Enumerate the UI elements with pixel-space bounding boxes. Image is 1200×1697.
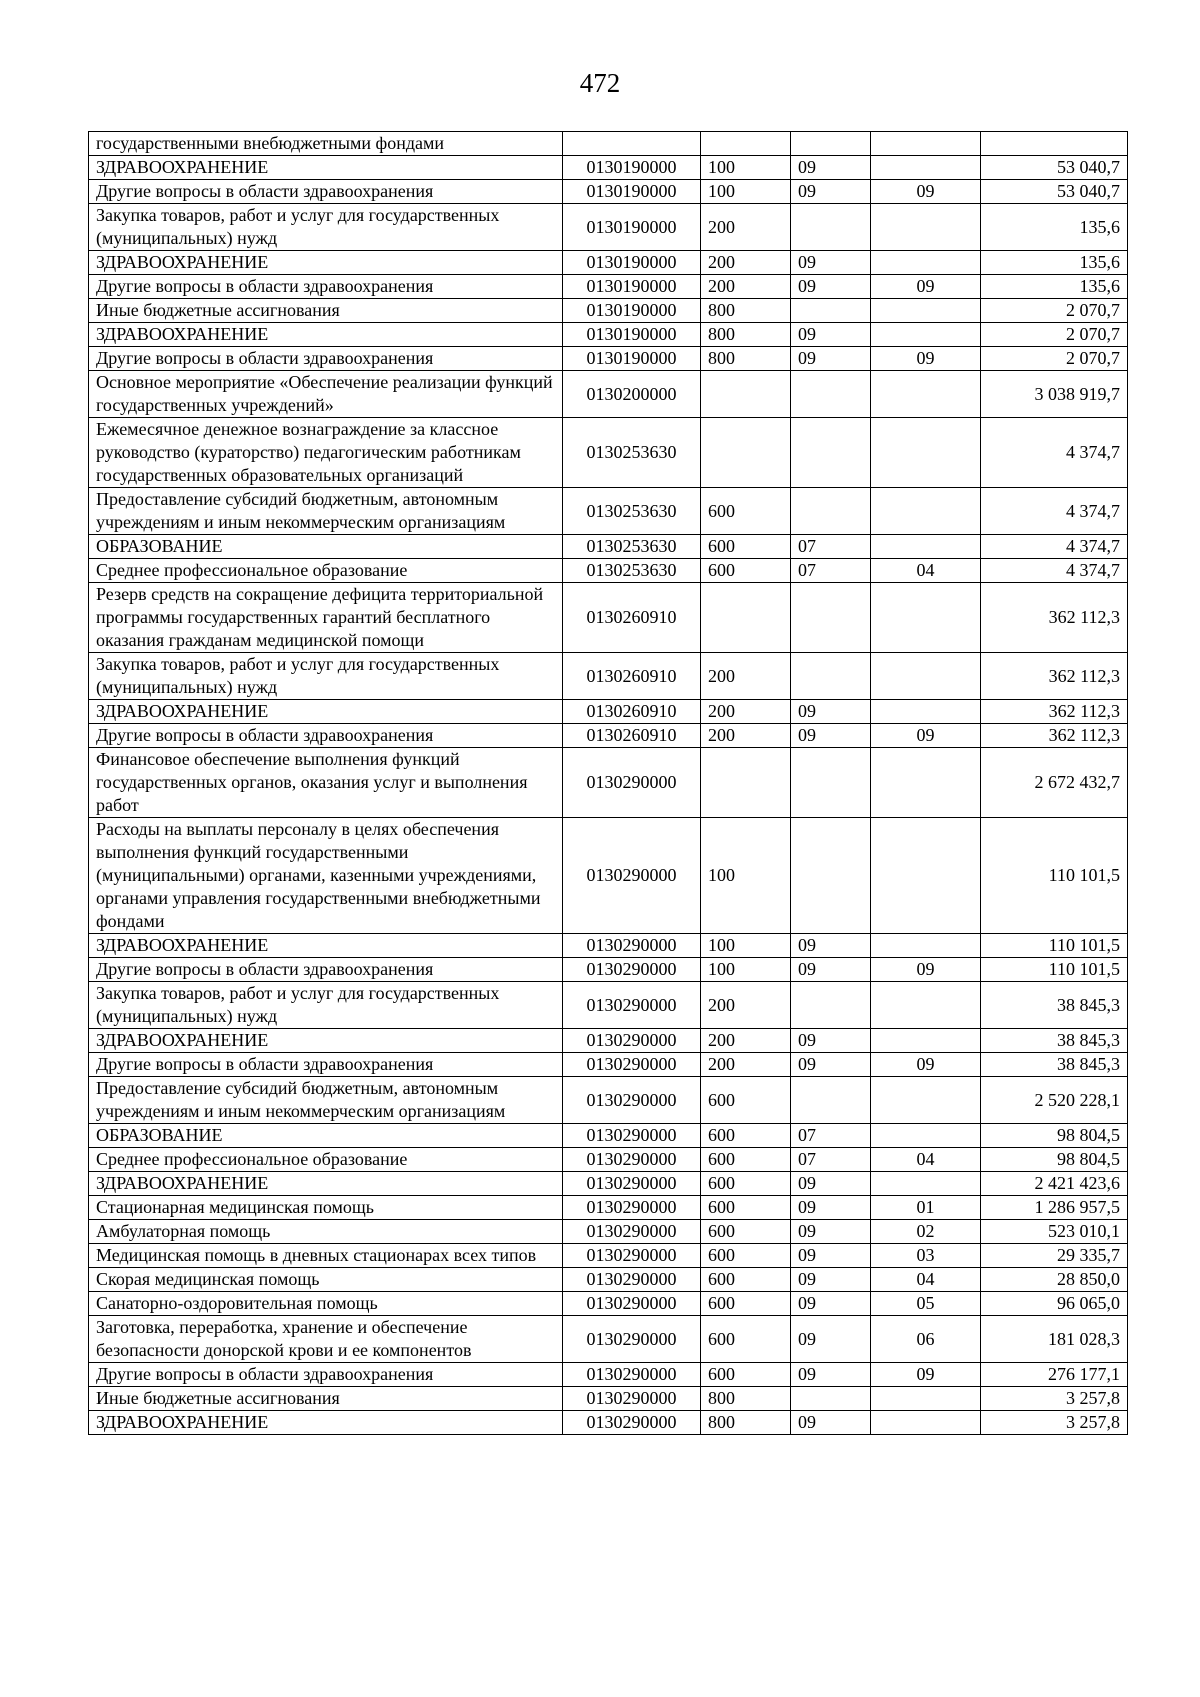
table-row	[89, 1196, 1128, 1220]
table-row	[89, 488, 1128, 535]
amount: 3 038 919,7	[981, 371, 1128, 418]
table-row	[89, 1292, 1128, 1316]
row-name: Ежемесячное денежное вознаграждение за классное руководство (кураторство) педагогическим работникам государственных образовательных организаций	[89, 418, 563, 488]
row-name: ОБРАЗОВАНИЕ	[89, 1124, 563, 1148]
subsection-code	[871, 488, 981, 535]
expense-type-code: 200	[701, 275, 791, 299]
expense-type-code: 200	[701, 653, 791, 700]
table-row	[89, 700, 1128, 724]
target-article-code: 0130290000	[563, 1244, 701, 1268]
subsection-code	[871, 299, 981, 323]
section-code: 07	[791, 1124, 871, 1148]
amount: 2 672 432,7	[981, 748, 1128, 818]
target-article-code: 0130190000	[563, 156, 701, 180]
amount: 2 520 228,1	[981, 1077, 1128, 1124]
subsection-code	[871, 535, 981, 559]
expense-type-code: 100	[701, 180, 791, 204]
amount: 362 112,3	[981, 583, 1128, 653]
subsection-code: 09	[871, 1363, 981, 1387]
table-row	[89, 818, 1128, 934]
expense-type-code	[701, 748, 791, 818]
subsection-code	[871, 700, 981, 724]
target-article-code: 0130290000	[563, 1268, 701, 1292]
subsection-code	[871, 371, 981, 418]
amount: 110 101,5	[981, 818, 1128, 934]
table-row	[89, 204, 1128, 251]
table-row	[89, 559, 1128, 583]
amount: 4 374,7	[981, 418, 1128, 488]
target-article-code: 0130290000	[563, 982, 701, 1029]
amount: 4 374,7	[981, 488, 1128, 535]
expense-type-code: 800	[701, 299, 791, 323]
section-code	[791, 132, 871, 156]
section-code: 09	[791, 1363, 871, 1387]
subsection-code	[871, 1077, 981, 1124]
target-article-code: 0130260910	[563, 724, 701, 748]
expense-type-code: 200	[701, 1053, 791, 1077]
section-code: 09	[791, 347, 871, 371]
amount: 3 257,8	[981, 1387, 1128, 1411]
table-row	[89, 299, 1128, 323]
subsection-code: 02	[871, 1220, 981, 1244]
subsection-code	[871, 204, 981, 251]
target-article-code: 0130253630	[563, 559, 701, 583]
expense-type-code: 600	[701, 488, 791, 535]
row-name: Закупка товаров, работ и услуг для государственных (муниципальных) нужд	[89, 653, 563, 700]
section-code: 09	[791, 934, 871, 958]
amount: 96 065,0	[981, 1292, 1128, 1316]
target-article-code: 0130190000	[563, 180, 701, 204]
amount: 2 421 423,6	[981, 1172, 1128, 1196]
section-code: 09	[791, 1220, 871, 1244]
table-row	[89, 156, 1128, 180]
expense-type-code: 200	[701, 724, 791, 748]
section-code: 09	[791, 1411, 871, 1435]
row-name: ЗДРАВООХРАНЕНИЕ	[89, 1172, 563, 1196]
row-name: Иные бюджетные ассигнования	[89, 299, 563, 323]
target-article-code: 0130290000	[563, 1124, 701, 1148]
table-row	[89, 535, 1128, 559]
target-article-code: 0130253630	[563, 535, 701, 559]
target-article-code: 0130200000	[563, 371, 701, 418]
row-name: Другие вопросы в области здравоохранения	[89, 347, 563, 371]
expense-type-code: 100	[701, 958, 791, 982]
target-article-code: 0130190000	[563, 299, 701, 323]
expense-type-code: 100	[701, 934, 791, 958]
subsection-code	[871, 1124, 981, 1148]
subsection-code	[871, 934, 981, 958]
subsection-code	[871, 323, 981, 347]
target-article-code: 0130290000	[563, 1316, 701, 1363]
amount: 135,6	[981, 275, 1128, 299]
amount: 181 028,3	[981, 1316, 1128, 1363]
section-code	[791, 1077, 871, 1124]
row-name: ЗДРАВООХРАНЕНИЕ	[89, 156, 563, 180]
amount: 276 177,1	[981, 1363, 1128, 1387]
section-code	[791, 653, 871, 700]
section-code: 09	[791, 1196, 871, 1220]
row-name: Резерв средств на сокращение дефицита территориальной программы государственных гарантий бесплатного оказания гражданам медицинской помощи	[89, 583, 563, 653]
expense-type-code: 200	[701, 982, 791, 1029]
amount: 362 112,3	[981, 724, 1128, 748]
expense-type-code: 800	[701, 347, 791, 371]
table-row	[89, 1387, 1128, 1411]
subsection-code: 01	[871, 1196, 981, 1220]
amount: 2 070,7	[981, 347, 1128, 371]
section-code: 09	[791, 1053, 871, 1077]
expense-type-code: 600	[701, 535, 791, 559]
expense-type-code: 200	[701, 1029, 791, 1053]
subsection-code	[871, 251, 981, 275]
section-code: 09	[791, 1268, 871, 1292]
amount: 135,6	[981, 204, 1128, 251]
amount: 38 845,3	[981, 1029, 1128, 1053]
row-name: Другие вопросы в области здравоохранения	[89, 958, 563, 982]
table-row	[89, 180, 1128, 204]
row-name: ЗДРАВООХРАНЕНИЕ	[89, 323, 563, 347]
subsection-code	[871, 156, 981, 180]
section-code: 09	[791, 1029, 871, 1053]
expense-type-code: 600	[701, 1172, 791, 1196]
row-name: Основное мероприятие «Обеспечение реализации функций государственных учреждений»	[89, 371, 563, 418]
section-code	[791, 748, 871, 818]
subsection-code	[871, 748, 981, 818]
amount: 362 112,3	[981, 700, 1128, 724]
table-row	[89, 1268, 1128, 1292]
table-row	[89, 1029, 1128, 1053]
row-name: ЗДРАВООХРАНЕНИЕ	[89, 1029, 563, 1053]
table-row	[89, 347, 1128, 371]
target-article-code: 0130290000	[563, 1077, 701, 1124]
row-name: Предоставление субсидий бюджетным, автономным учреждениям и иным некоммерческим организациям	[89, 488, 563, 535]
section-code	[791, 488, 871, 535]
expense-type-code	[701, 583, 791, 653]
row-name: Другие вопросы в области здравоохранения	[89, 1363, 563, 1387]
subsection-code: 04	[871, 1148, 981, 1172]
subsection-code: 04	[871, 1268, 981, 1292]
expense-type-code: 800	[701, 323, 791, 347]
amount: 362 112,3	[981, 653, 1128, 700]
expense-type-code: 600	[701, 1268, 791, 1292]
expense-type-code: 800	[701, 1411, 791, 1435]
row-name: ЗДРАВООХРАНЕНИЕ	[89, 251, 563, 275]
expense-type-code	[701, 132, 791, 156]
row-name: Стационарная медицинская помощь	[89, 1196, 563, 1220]
table-row	[89, 323, 1128, 347]
section-code: 09	[791, 323, 871, 347]
table-row	[89, 748, 1128, 818]
row-name: Иные бюджетные ассигнования	[89, 1387, 563, 1411]
budget-table-body	[89, 132, 1128, 1435]
target-article-code: 0130290000	[563, 1148, 701, 1172]
amount: 53 040,7	[981, 156, 1128, 180]
section-code	[791, 204, 871, 251]
subsection-code	[871, 653, 981, 700]
section-code: 09	[791, 156, 871, 180]
table-row	[89, 1363, 1128, 1387]
budget-table	[88, 131, 1128, 1435]
target-article-code	[563, 132, 701, 156]
table-row	[89, 982, 1128, 1029]
row-name: Другие вопросы в области здравоохранения	[89, 724, 563, 748]
target-article-code: 0130290000	[563, 1196, 701, 1220]
amount: 110 101,5	[981, 934, 1128, 958]
subsection-code: 09	[871, 347, 981, 371]
section-code	[791, 1387, 871, 1411]
target-article-code: 0130290000	[563, 1363, 701, 1387]
section-code: 07	[791, 1148, 871, 1172]
target-article-code: 0130253630	[563, 488, 701, 535]
amount: 38 845,3	[981, 1053, 1128, 1077]
subsection-code: 09	[871, 958, 981, 982]
subsection-code: 03	[871, 1244, 981, 1268]
expense-type-code: 600	[701, 1244, 791, 1268]
table-row	[89, 132, 1128, 156]
expense-type-code: 600	[701, 559, 791, 583]
expense-type-code: 600	[701, 1220, 791, 1244]
target-article-code: 0130290000	[563, 748, 701, 818]
section-code	[791, 583, 871, 653]
target-article-code: 0130290000	[563, 958, 701, 982]
expense-type-code: 200	[701, 204, 791, 251]
amount: 523 010,1	[981, 1220, 1128, 1244]
section-code	[791, 982, 871, 1029]
row-name: ЗДРАВООХРАНЕНИЕ	[89, 1411, 563, 1435]
section-code: 07	[791, 559, 871, 583]
amount: 28 850,0	[981, 1268, 1128, 1292]
target-article-code: 0130190000	[563, 275, 701, 299]
section-code: 09	[791, 1292, 871, 1316]
row-name: Заготовка, переработка, хранение и обеспечение безопасности донорской крови и ее компонентов	[89, 1316, 563, 1363]
amount: 2 070,7	[981, 299, 1128, 323]
subsection-code: 09	[871, 724, 981, 748]
target-article-code: 0130260910	[563, 700, 701, 724]
target-article-code: 0130290000	[563, 1172, 701, 1196]
row-name: Санаторно-оздоровительная помощь	[89, 1292, 563, 1316]
target-article-code: 0130260910	[563, 583, 701, 653]
expense-type-code: 600	[701, 1148, 791, 1172]
page-number: 472	[579, 68, 621, 98]
table-row	[89, 1148, 1128, 1172]
amount: 3 257,8	[981, 1411, 1128, 1435]
section-code: 07	[791, 535, 871, 559]
section-code: 09	[791, 275, 871, 299]
row-name: Закупка товаров, работ и услуг для государственных (муниципальных) нужд	[89, 204, 563, 251]
section-code: 09	[791, 1172, 871, 1196]
table-row	[89, 371, 1128, 418]
row-name: Другие вопросы в области здравоохранения	[89, 180, 563, 204]
expense-type-code: 800	[701, 1387, 791, 1411]
target-article-code: 0130190000	[563, 204, 701, 251]
section-code: 09	[791, 700, 871, 724]
subsection-code: 04	[871, 559, 981, 583]
subsection-code	[871, 1387, 981, 1411]
section-code	[791, 818, 871, 934]
amount: 98 804,5	[981, 1124, 1128, 1148]
row-name: ОБРАЗОВАНИЕ	[89, 535, 563, 559]
section-code: 09	[791, 958, 871, 982]
row-name: ЗДРАВООХРАНЕНИЕ	[89, 700, 563, 724]
expense-type-code	[701, 371, 791, 418]
table-row	[89, 1244, 1128, 1268]
target-article-code: 0130253630	[563, 418, 701, 488]
table-row	[89, 251, 1128, 275]
target-article-code: 0130290000	[563, 818, 701, 934]
subsection-code	[871, 1029, 981, 1053]
subsection-code: 09	[871, 1053, 981, 1077]
subsection-code	[871, 818, 981, 934]
amount: 4 374,7	[981, 559, 1128, 583]
target-article-code: 0130290000	[563, 1029, 701, 1053]
subsection-code	[871, 982, 981, 1029]
row-name: Другие вопросы в области здравоохранения	[89, 275, 563, 299]
row-name: Закупка товаров, работ и услуг для государственных (муниципальных) нужд	[89, 982, 563, 1029]
table-row	[89, 1124, 1128, 1148]
amount: 1 286 957,5	[981, 1196, 1128, 1220]
row-name: Предоставление субсидий бюджетным, автономным учреждениям и иным некоммерческим организациям	[89, 1077, 563, 1124]
target-article-code: 0130260910	[563, 653, 701, 700]
row-name: Медицинская помощь в дневных стационарах всех типов	[89, 1244, 563, 1268]
subsection-code	[871, 418, 981, 488]
table-row	[89, 1316, 1128, 1363]
row-name: Скорая медицинская помощь	[89, 1268, 563, 1292]
table-row	[89, 1077, 1128, 1124]
row-name: государственными внебюджетными фондами	[89, 132, 563, 156]
target-article-code: 0130190000	[563, 251, 701, 275]
row-name: Финансовое обеспечение выполнения функций государственных органов, оказания услуг и выполнения работ	[89, 748, 563, 818]
table-row	[89, 653, 1128, 700]
subsection-code: 05	[871, 1292, 981, 1316]
amount: 38 845,3	[981, 982, 1128, 1029]
target-article-code: 0130290000	[563, 1220, 701, 1244]
amount: 98 804,5	[981, 1148, 1128, 1172]
expense-type-code: 600	[701, 1077, 791, 1124]
section-code	[791, 371, 871, 418]
section-code: 09	[791, 1244, 871, 1268]
subsection-code: 09	[871, 275, 981, 299]
row-name: Среднее профессиональное образование	[89, 559, 563, 583]
target-article-code: 0130290000	[563, 1053, 701, 1077]
expense-type-code: 600	[701, 1316, 791, 1363]
section-code: 09	[791, 180, 871, 204]
table-row	[89, 724, 1128, 748]
amount: 110 101,5	[981, 958, 1128, 982]
expense-type-code: 600	[701, 1363, 791, 1387]
subsection-code	[871, 583, 981, 653]
table-row	[89, 934, 1128, 958]
section-code	[791, 418, 871, 488]
subsection-code	[871, 132, 981, 156]
target-article-code: 0130290000	[563, 1411, 701, 1435]
expense-type-code: 600	[701, 1124, 791, 1148]
amount: 53 040,7	[981, 180, 1128, 204]
amount	[981, 132, 1128, 156]
amount: 29 335,7	[981, 1244, 1128, 1268]
amount: 135,6	[981, 251, 1128, 275]
target-article-code: 0130190000	[563, 347, 701, 371]
table-row	[89, 958, 1128, 982]
table-row	[89, 275, 1128, 299]
expense-type-code: 200	[701, 251, 791, 275]
table-row	[89, 1172, 1128, 1196]
subsection-code	[871, 1411, 981, 1435]
subsection-code	[871, 1172, 981, 1196]
table-row	[89, 418, 1128, 488]
row-name: Амбулаторная помощь	[89, 1220, 563, 1244]
target-article-code: 0130290000	[563, 934, 701, 958]
target-article-code: 0130290000	[563, 1292, 701, 1316]
table-row	[89, 1411, 1128, 1435]
amount: 4 374,7	[981, 535, 1128, 559]
section-code	[791, 299, 871, 323]
row-name: Другие вопросы в области здравоохранения	[89, 1053, 563, 1077]
row-name: Среднее профессиональное образование	[89, 1148, 563, 1172]
expense-type-code: 200	[701, 700, 791, 724]
table-row	[89, 583, 1128, 653]
section-code: 09	[791, 1316, 871, 1363]
expense-type-code: 100	[701, 818, 791, 934]
expense-type-code: 600	[701, 1292, 791, 1316]
amount: 2 070,7	[981, 323, 1128, 347]
expense-type-code	[701, 418, 791, 488]
target-article-code: 0130290000	[563, 1387, 701, 1411]
expense-type-code: 600	[701, 1196, 791, 1220]
section-code: 09	[791, 251, 871, 275]
subsection-code: 09	[871, 180, 981, 204]
expense-type-code: 100	[701, 156, 791, 180]
subsection-code: 06	[871, 1316, 981, 1363]
table-row	[89, 1220, 1128, 1244]
target-article-code: 0130190000	[563, 323, 701, 347]
row-name: ЗДРАВООХРАНЕНИЕ	[89, 934, 563, 958]
table-row	[89, 1053, 1128, 1077]
row-name: Расходы на выплаты персоналу в целях обеспечения выполнения функций государственными (муниципальными) органами, казенными учреждениями, органами управления государственными внебюджетными фондами	[89, 818, 563, 934]
section-code: 09	[791, 724, 871, 748]
